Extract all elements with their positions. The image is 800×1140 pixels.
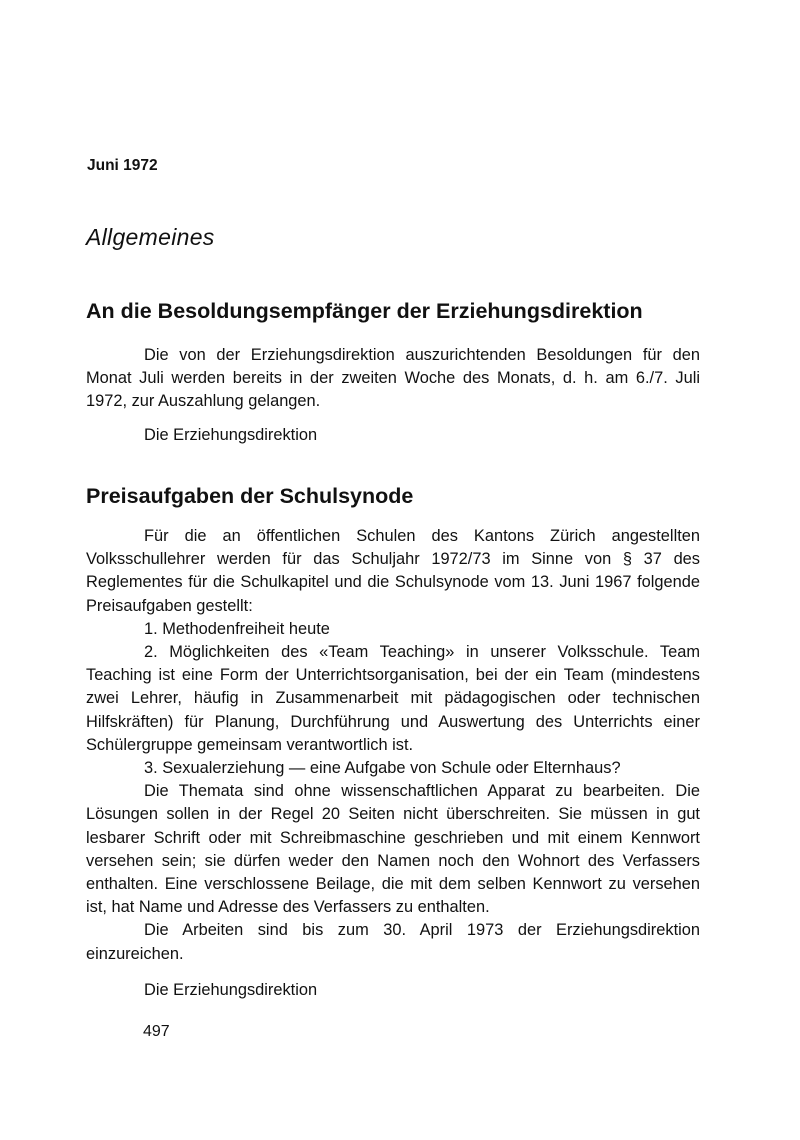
article-body-preisaufgaben xyxy=(86,525,700,966)
signature-preisaufgaben: Die Erziehungsdirektion xyxy=(144,981,318,999)
list-item: 1. Methodenfreiheit heute xyxy=(144,619,330,638)
paragraph-deadline: Die Arbeiten sind bis zum 30. April 1973 der Erziehungsdirektion einzureichen. xyxy=(86,921,700,963)
list-item: 3. Sexualerziehung — eine Aufgabe von Schule oder Elternhaus? xyxy=(144,759,621,778)
paragraph: Die von der Erziehungsdirektion auszurichtenden Besoldungen für den Monat Juli werden bereits in der zweiten Woche des Monats, d. h. am 6./7. Juli 1972, zur Auszahlung gelangen. xyxy=(86,346,700,411)
paragraph-instructions: Die Themata sind ohne wissenschaftlichen Apparat zu bearbeiten. Die Lösungen sollen in der Regel 20 Seiten nicht überschreiten. Sie müssen in gut lesbarer Schrift oder mit Schreibmaschine geschrieben und mit einem Kennwort versehen sein; sie dürfen weder den Namen noch den Wohnort des Verfassers enthalten. Eine verschlossene Beilage, die mit dem selben Kennwort zu versehen ist, hat Name und Adresse des Verfassers zu enthalten. xyxy=(86,782,700,917)
issue-date: Juni 1972 xyxy=(87,157,158,174)
page-number: 497 xyxy=(143,1023,170,1040)
article-heading-preisaufgaben: Preisaufgaben der Schulsynode xyxy=(86,484,414,508)
paragraph-intro: Für die an öffentlichen Schulen des Kantons Zürich angestellten Volksschullehrer werden für das Schuljahr 1972/73 im Sinne von § 37 des Reglementes für die Schulkapitel und die Schulsynode vom 13. Juni 1967 folgende Preisaufgaben gestellt: xyxy=(86,527,700,615)
section-title: Allgemeines xyxy=(86,224,215,250)
list-item: 2. Möglichkeiten des «Team Teaching» in unserer Volksschule. Team Teaching ist eine Form der Unterrichtsorganisation, bei der ein Team (mindestens zwei Lehrer, häufig in Zusammenarbeit mit pädagogischen oder technischen Hilfskräften) für Planung, Durchführung und Auswertung des Unterrichts einer Schülergruppe gemeinsam verantwortlich ist. xyxy=(86,643,700,754)
article-heading-besoldung: An die Besoldungsempfänger der Erziehungsdirektion xyxy=(86,299,643,323)
article-body-besoldung xyxy=(86,344,700,414)
signature-besoldung: Die Erziehungsdirektion xyxy=(144,426,318,444)
